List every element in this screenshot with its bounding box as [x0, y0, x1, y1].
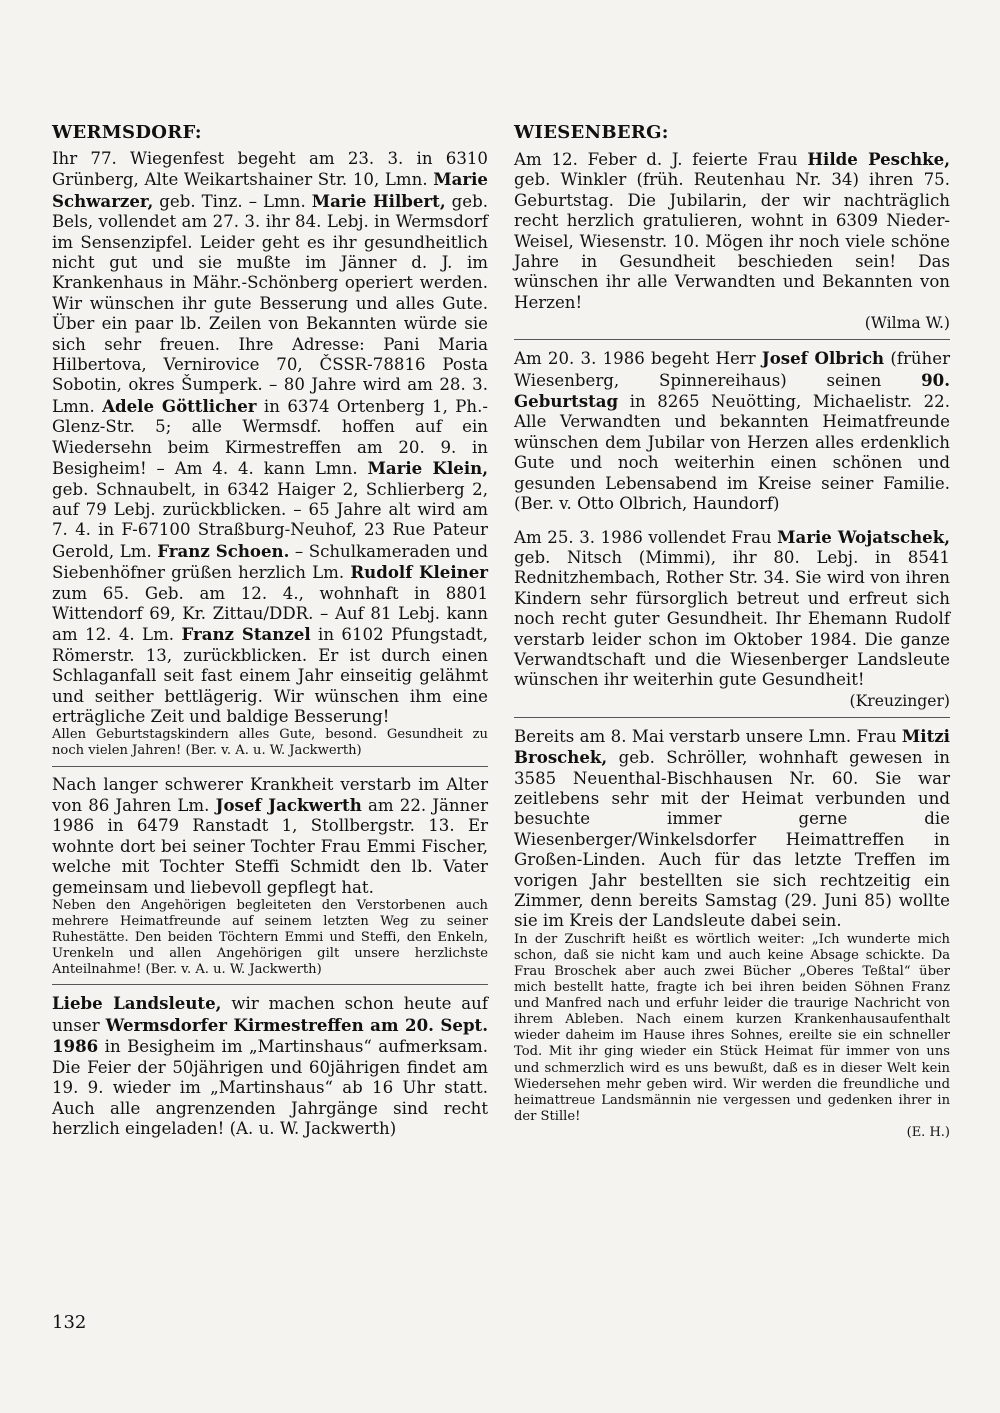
divider: [52, 984, 488, 985]
article-broschek-quote: In der Zuschrift heißt es wörtlich weiter: „Ich wunderte mich schon, daß sie nicht kam und auch keine Absage schickte. Da Frau Broschek aber auch zwei Bücher „Oberes Teßtal“ über mich bestellt hatte, fragte ich bei ihren beiden Söhnen Franz und Manfred nach und erfuhr leider die traurige Nachricht von ihrem Ableben. Nach einem kurzen Krankenhausaufenthalt wieder daheim im Hause ihres Sohnes, ereilte sie ein schneller Tod. Mit ihr ging wieder ein Stück Heimat für immer von uns und schmerzlich wird es uns bewußt, daß es in dieser Welt kein Wiedersehen mehr geben wird. Wir werden die freundliche und heimattreue Landsmännin nie vergessen und gedenken ihrer in der Stille!: [514, 931, 950, 1124]
bold-name: Franz Stanzel: [181, 624, 311, 645]
divider: [514, 717, 950, 718]
bold-name: Adele Göttlicher: [102, 395, 257, 416]
article-kirmestreffen: Liebe Landsleute, wir machen schon heute auf unser Wermsdorfer Kirmestreffen am 20. Sept. 1986 in Besigheim im „Martinshaus“ aufmerksam. Die Feier der 50jährigen und 60jährigen findet am 19. 9. wieder im „Martinshaus“ ab 16 Uhr statt. Auch alle angrenzenden Jahrgänge sind recht herzlich eingeladen! (A. u. W. Jackwerth): [52, 993, 488, 1138]
article-olbrich: Am 20. 3. 1986 begeht Herr Josef Olbrich (früher Wiesenberg, Spinnereihaus) seinen 90. Geburtstag in 8265 Neuötting, Michaelistr. 22. Alle Verwandten und bekannten Heimatfreunde wünschen dem Jubilar von Herzen alles erdenklich Gute und noch weiterhin einen schönen und gesunden Lebensabend im Kreise seiner Familie. (Ber. v. Otto Olbrich, Haundorf): [514, 348, 950, 514]
bold-name: Franz Schoen.: [157, 540, 290, 561]
article-peschke: Am 12. Feber d. J. feierte Frau Hilde Peschke, geb. Winkler (früh. Reutenhau Nr. 34) ihren 75. Geburtstag. Die Jubilarin, der wir nachträglich recht herzlich gratulieren, wohnt in 6309 Nieder-Weisel, Wiesenstr. 10. Mögen ihr noch viele schöne Jahre in Gesundheit beschieden sein! Das wünschen ihr alle Verwandten und Bekannten von Herzen!: [514, 149, 951, 312]
bold-name: Marie Schwarzer,: [52, 169, 488, 211]
column-left: [52, 122, 488, 1139]
bold-name: Marie Klein,: [367, 458, 488, 479]
signature-eh: (E. H.): [906, 1124, 950, 1140]
bold-name: Liebe Landsleute,: [52, 993, 222, 1014]
bold-name: Hilde Peschke,: [807, 149, 951, 169]
article-birthdays-wermsdorf: Ihr 77. Wiegenfest begeht am 23. 3. in 6310 Grünberg, Alte Weikartshainer Str. 10, Lmn. Marie Schwarzer, geb. Tinz. – Lmn. Marie Hilbert, geb. Bels, vollendet am 27. 3. ihr 84. Lebj. in Wermsdorf im Sensenzipfel. Leider geht es ihr gesundheitlich nicht gut und sie mußte im Jänner d. J. im Krankenhaus in Mähr.-Schönberg operiert werden. Wir wünschen ihr gute Besserung und alles Gute. Über ein paar lb. Zeilen von Bekannten würde sie sich sehr freuen. Ihre Adresse: Pani Maria Hilbertova, Vernirovice 70, ČSSR-78816 Posta Sobotin, okres Šumperk. – 80 Jahre wird am 28. 3. Lmn. Adele Göttlicher in 6374 Ortenberg 1, Ph.-Glenz-Str. 5; alle Wermsdf. hoffen auf ein Wiedersehn beim Kirmestreffen am 20. 9. in Besigheim! – Am 4. 4. kann Lmn. Marie Klein, geb. Schnaubelt, in 6342 Haiger 2, Schlierberg 2, auf 79 Lebj. zurückblicken. – 65 Jahre alt wird am 7. 4. in F-67100 Straßburg-Neuhof, 23 Rue Pateur Gerold, Lm. Franz Schoen. – Schulkameraden und Siebenhöfner grüßen herzlich Lm. Rudolf Kleiner zum 65. Geb. am 12. 4., wohnhaft in 8801 Wittendorf 69, Kr. Zittau/DDR. – Auf 81 Lebj. kann am 12. 4. Lm. Franz Stanzel in 6102 Pfungstadt, Römerstr. 13, zurückblicken. Er ist durch einen Schlaganfall seit fast einem Jahr einseitig gelähmt und seither bettlägerig. Wir wünschen ihm eine erträgliche Zeit und baldige Besserung!: [52, 149, 489, 726]
spacer: [514, 515, 950, 527]
bold-name: Josef Jackwerth: [215, 794, 362, 815]
article-wojatschek: Am 25. 3. 1986 vollendet Frau Marie Wojatschek, geb. Nitsch (Mimmi), ihr 80. Lebj. in 8541 Rednitzhembach, Rother Str. 34. Sie wird von ihren Kindern sehr fürsorglich betreut und erfreut sich noch recht guter Gesundheit. Ihr Ehemann Rudolf verstarb leider schon im Oktober 1984. Die ganze Verwandtschaft und die Wiesenberger Landsleute wünschen ihr weiterhin gute Gesundheit!: [514, 526, 950, 690]
divider: [514, 339, 950, 340]
divider: [52, 766, 488, 767]
article-obituary-jackwerth: Nach langer schwerer Krankheit verstarb im Alter von 86 Jahren Lm. Josef Jackwerth am 22. Jänner 1986 in 6479 Ranstadt 1, Stollbergstr. 13. Er wohnte dort bei seiner Tochter Frau Emmi Fischer, welche mit Tochter Steffi Schmidt den lb. Vater gemeinsam und liebevoll gepflegt hat.: [52, 774, 488, 897]
article-obituary-note: Neben den Angehörigen begleiteten den Verstorbenen auch mehrere Heimatfreunde auf seinem letzten Weg zu seiner Ruhestätte. Den beiden Töchtern Emmi und Steffi, den Enkeln, Urenkeln und allen Angehörigen gilt unsere herzlichste Anteilnahme! (Ber. v. A. u. W. Jackwerth): [52, 898, 488, 978]
bold-name: Rudolf Kleiner: [350, 562, 488, 583]
bold-name: Mitzi Broschek,: [514, 725, 950, 768]
bold-name: Wermsdorfer Kirmestreffen am 20. Sept. 1986: [52, 1014, 488, 1057]
bold-name: Josef Olbrich: [761, 348, 885, 369]
signature-kreuzinger: (Kreuzinger): [849, 691, 950, 710]
bold-name: Marie Wojatschek,: [777, 526, 950, 547]
article-birthdays-note: Allen Geburtstagskindern alles Gute, besond. Gesundheit zu noch vielen Jahren! (Ber. v. A. u. W. Jackwerth): [52, 727, 488, 759]
section-heading-wiesenberg: WIESENBERG:: [514, 122, 669, 143]
signature-wilma: (Wilma W.): [864, 314, 950, 333]
article-broschek: Bereits am 8. Mai verstarb unsere Lmn. Frau Mitzi Broschek, geb. Schröller, wohnhaft gewesen in 3585 Neuenthal-Bischhausen Nr. 60. Sie war zeitlebens sehr mit der Heimat verbunden und besuchte immer gerne die Wiesenberger/Winkelsdorfer Heimattreffen in Großen-Linden. Auch für das letzte Treffen im vorigen Jahr bestellten sie sich rechtzeitig ein Zimmer, denn bereits Samstag (29. Juni 85) wollte sie im Kreis der Landsleute dabei sein.: [514, 725, 950, 931]
bold-name: Marie Hilbert,: [311, 190, 446, 211]
bold-name: 90. Geburtstag: [514, 369, 950, 412]
page-number: 132: [52, 1312, 87, 1333]
column-right: [514, 122, 950, 1141]
section-heading-wermsdorf: WERMSDORF:: [52, 122, 202, 143]
